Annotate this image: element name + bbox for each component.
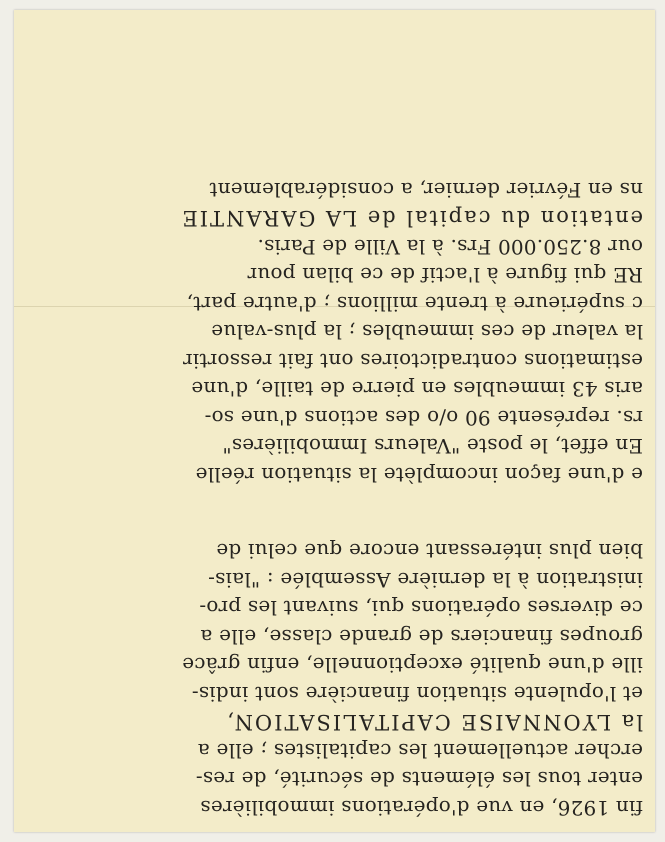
- text-line: la valeur de ces immeubles ; la plus-value: [211, 320, 643, 345]
- text-line: la LYONNAISE CAPITALISATION,: [225, 710, 643, 735]
- text-line: aris 43 immeubles en pierre de taille, d'une: [191, 377, 643, 402]
- text-line: rs. représente 90 o/o des actions d'une so-: [204, 406, 643, 430]
- text-line: ille d'une qualité exceptionnelle, enfin grâce: [182, 653, 643, 678]
- text-line: et l'opulente situation financière sont indis-: [191, 682, 643, 706]
- text-line: ce diverses opérations qui, suivant les pro-: [199, 596, 643, 621]
- text-line: ns en Février dernier, a considérablement: [209, 178, 643, 202]
- text-line: e d'une façon incomplète la situation réelle: [195, 463, 643, 487]
- text-line: groupes financiers de grande classe, elle a: [200, 625, 643, 649]
- text-line: estimations contradictoires ont fait ressortir: [182, 349, 643, 373]
- paragraph-2: [23, 176, 643, 490]
- paragraph-1: [23, 537, 643, 822]
- text-line: c supérieure à trente millions ; d'autre part,: [186, 292, 643, 316]
- text-line: RE qui figure à l'actif de ce bilan pour: [247, 263, 643, 288]
- text-line: En effet, le poste "Valeurs Immobilières": [222, 434, 643, 459]
- text-line: fin 1926, en vue d'opérations immobilières: [200, 796, 643, 820]
- text-line: our 8.250.000 Frs. à la Ville de Paris.: [257, 235, 643, 259]
- text-line: inistration à la dernière Assemblée : "lais-: [207, 568, 643, 592]
- text-line: ercher actuellement les capitalistes ; elle a: [197, 739, 643, 763]
- paper-sheet: [14, 10, 655, 832]
- text-line: bien plus intéressant encore que celui de: [216, 539, 643, 564]
- document-text: [23, 176, 643, 823]
- text-line: entation du capital de LA GARANTIE: [180, 206, 643, 231]
- text-line: enter tous les éléments de sécurité, de res-: [195, 767, 643, 792]
- paragraph-gap: [23, 489, 643, 537]
- upside-down-content: [14, 10, 655, 832]
